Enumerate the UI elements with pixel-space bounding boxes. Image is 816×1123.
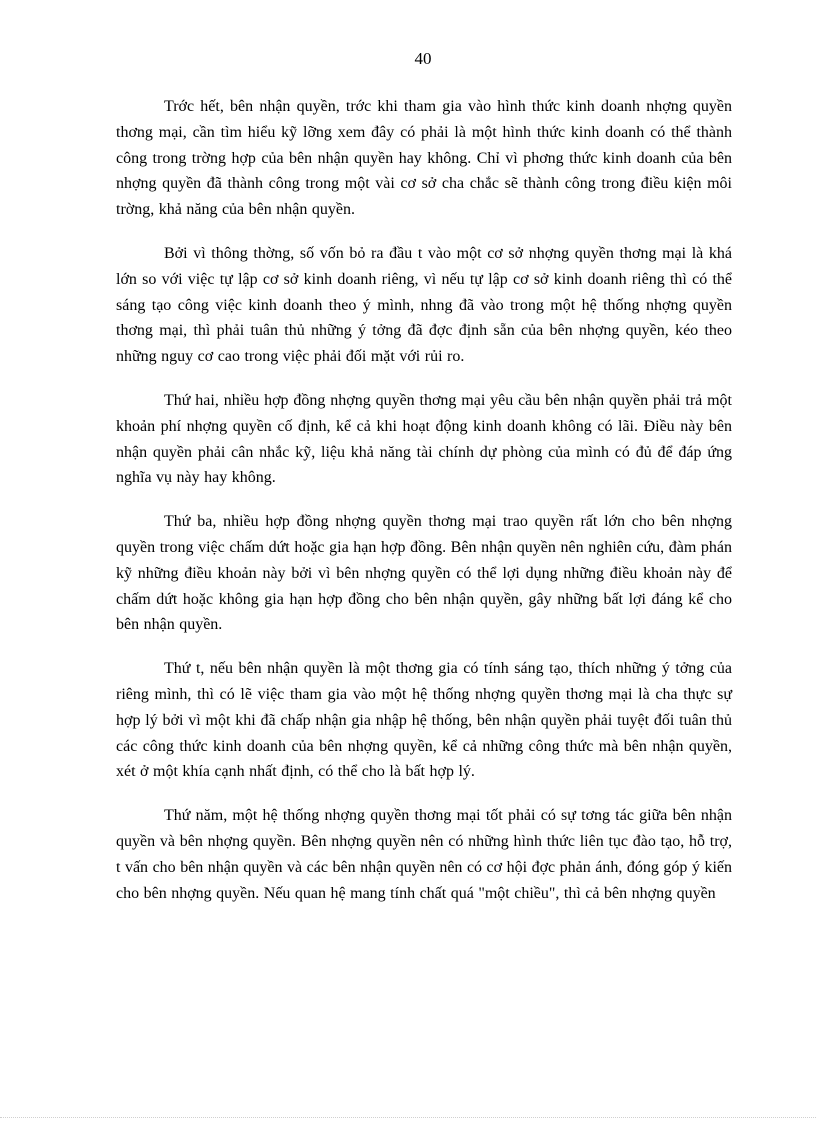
paragraph-3: Thứ hai, nhiều hợp đồng nhợng quyền thơng mại yêu cầu bên nhận quyền phải trả một khoản phí nhợng quyền cố định, kể cả khi hoạt động kinh doanh không có lãi. Điều này bên nhận quyền phải cân nhắc kỹ, liệu khả năng tài chính dự phòng của mình có đủ để đáp ứng nghĩa vụ này hay không. xyxy=(116,391,732,487)
paragraph-6: Thứ năm, một hệ thống nhợng quyền thơng mại tốt phải có sự tơng tác giữa bên nhận quyền và bên nhợng quyền. Bên nhợng quyền nên có những hình thức liên tục đào tạo, hỗ trợ, t vấn cho bên nhận quyền và các bên nhận quyền nên có cơ hội đợc phản ánh, đóng góp ý kiến cho bên nhợng quyền. Nếu quan hệ mang tính chất quá "một chiều", thì cả bên nhợng quyền xyxy=(116,807,732,902)
paragraph-1: Trớc hết, bên nhận quyền, trớc khi tham gia vào hình thức kinh doanh nhợng quyền thơng mại, cần tìm hiểu kỹ lỡng xem đây có phải là một hình thức kinh doanh có thể thành công trong trờng hợp của bên nhận quyền hay không. Chỉ vì phơng thức kinh doanh của bên nhợng quyền đã thành công trong một vài cơ sở cha chắc sẽ thành công trong điều kiện môi trờng, khả năng của bên nhận quyền. xyxy=(116,98,732,219)
page-number: 40 xyxy=(414,49,432,68)
document-body xyxy=(116,94,732,924)
paragraph-2: Bởi vì thông thờng, số vốn bỏ ra đầu t vào một cơ sở nhợng quyền thơng mại là khá lớn so với việc tự lập cơ sở kinh doanh riêng, vì nếu tự lập cơ sở kinh doanh riêng thì có thể sáng tạo công việc kinh doanh theo ý mình, nhng đã vào trong một hệ thống nhợng quyền thơng mại, thì phải tuân thủ những ý tởng đã đợc định sẵn của bên nhợng quyền, kéo theo những nguy cơ cao trong việc phải đối mặt với rủi ro. xyxy=(116,244,732,366)
paragraph-5: Thứ t, nếu bên nhận quyền là một thơng gia có tính sáng tạo, thích những ý tởng của riêng mình, thì có lẽ việc tham gia vào một hệ thống nhợng quyền thơng mại là cha thực sự hợp lý bởi vì một khi đã chấp nhận gia nhập hệ thống, bên nhận quyền phải tuyệt đối tuân thủ các công thức kinh doanh của bên nhợng quyền, kể cả những công thức mà bên nhận quyền, xét ở một khía cạnh nhất định, có thể cho là bất hợp lý. xyxy=(116,660,732,781)
paragraph-4: Thứ ba, nhiều hợp đồng nhợng quyền thơng mại trao quyền rất lớn cho bên nhợng quyền trong việc chấm dứt hoặc gia hạn hợp đồng. Bên nhận quyền nên nghiên cứu, đàm phán kỹ những điều khoản này bởi vì bên nhợng quyền có thể lợi dụng những điều khoản này để chấm dứt hoặc không gia hạn hợp đồng cho bên nhận quyền, gây những bất lợi đáng kể cho bên nhận quyền. xyxy=(116,513,732,634)
page-bottom-divider xyxy=(0,1117,816,1118)
